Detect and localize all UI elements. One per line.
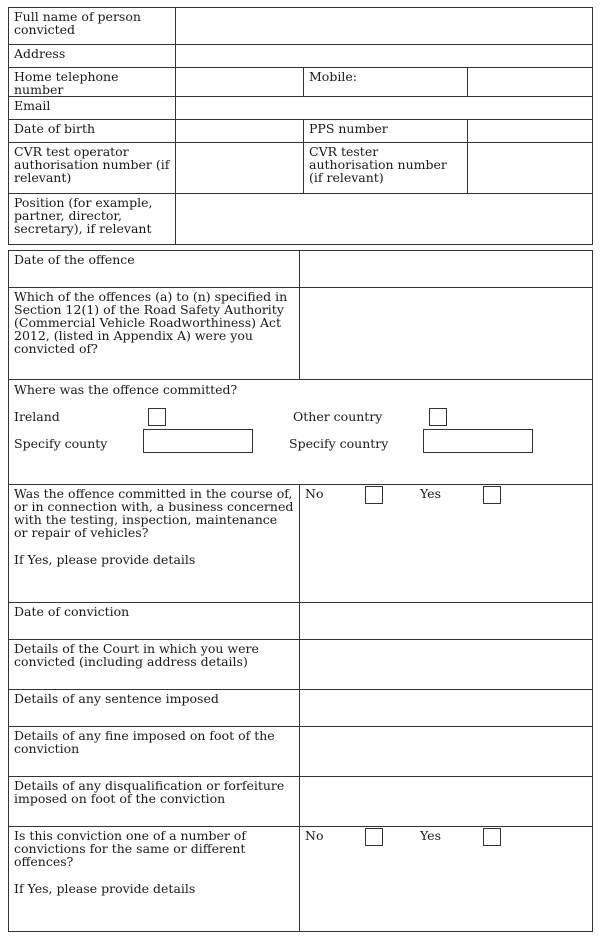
country-input[interactable] [423,429,533,453]
disqualification-label: Details of any disqualification or forfeiture imposed on foot of the conviction [9,777,300,827]
business-no-label: No [305,486,324,501]
full-name-field[interactable] [176,8,593,45]
which-offence-field[interactable] [300,288,593,380]
date-conviction-label: Date of conviction [9,603,300,640]
ireland-checkbox[interactable] [148,408,166,426]
court-field[interactable] [300,640,593,690]
number-question-cell [9,827,300,932]
business-answer-cell [300,485,593,603]
home-phone-label: Home telephone number [9,68,176,97]
business-details-label: If Yes, please provide details [14,552,196,567]
cvr-tester-field[interactable] [468,143,593,194]
dob-field[interactable] [176,120,304,143]
date-offence-field[interactable] [300,251,593,288]
business-question-cell [9,485,300,603]
business-yes-label: Yes [420,486,441,501]
number-yes-label: Yes [420,828,441,843]
email-field[interactable] [176,97,593,120]
cvr-tester-label: CVR tester authorisation number (if relevant) [304,143,468,194]
personal-details-table [8,7,593,245]
pps-field[interactable] [468,120,593,143]
number-details-label: If Yes, please provide details [14,881,196,896]
where-committed-cell [9,380,593,485]
cvr-operator-field[interactable] [176,143,304,194]
business-no-checkbox[interactable] [365,486,383,504]
date-offence-label: Date of the offence [9,251,300,288]
address-field[interactable] [176,45,593,68]
county-input[interactable] [143,429,253,453]
specify-county-label: Specify county [14,436,108,451]
full-name-label: Full name of person convicted [9,8,176,45]
email-label: Email [9,97,176,120]
home-phone-field[interactable] [176,68,304,97]
mobile-field[interactable] [468,68,593,97]
disqualification-field[interactable] [300,777,593,827]
offence-details-table [8,250,593,932]
other-country-checkbox[interactable] [429,408,447,426]
which-offence-label: Which of the offences (a) to (n) specified in Section 12(1) of the Road Safety Authority (Commercial Vehicle Roadworthiness) Act 2012, (listed in Appendix A) were you convicted of? [9,288,300,380]
number-no-label: No [305,828,324,843]
ireland-label: Ireland [14,409,60,424]
sentence-field[interactable] [300,690,593,727]
business-yes-checkbox[interactable] [483,486,501,504]
number-answer-cell [300,827,593,932]
business-question: Was the offence committed in the course of, or in connection with, a business concerned with the testing, inspection, maintenance or repair of vehicles? [14,486,294,540]
pps-label: PPS number [304,120,468,143]
date-conviction-field[interactable] [300,603,593,640]
position-label: Position (for example, partner, director, secretary), if relevant [9,194,176,245]
number-no-checkbox[interactable] [365,828,383,846]
cvr-operator-label: CVR test operator authorisation number (if relevant) [9,143,176,194]
number-yes-checkbox[interactable] [483,828,501,846]
mobile-label: Mobile: [304,68,468,97]
fine-field[interactable] [300,727,593,777]
sentence-label: Details of any sentence imposed [9,690,300,727]
dob-label: Date of birth [9,120,176,143]
specify-country-label: Specify country [289,436,389,451]
address-label: Address [9,45,176,68]
court-label: Details of the Court in which you were convicted (including address details) [9,640,300,690]
other-country-label: Other country [293,409,383,424]
position-field[interactable] [176,194,593,245]
number-question: Is this conviction one of a number of convictions for the same or different offences? [14,828,246,869]
where-label: Where was the offence committed? [14,382,238,397]
fine-label: Details of any fine imposed on foot of the conviction [9,727,300,777]
